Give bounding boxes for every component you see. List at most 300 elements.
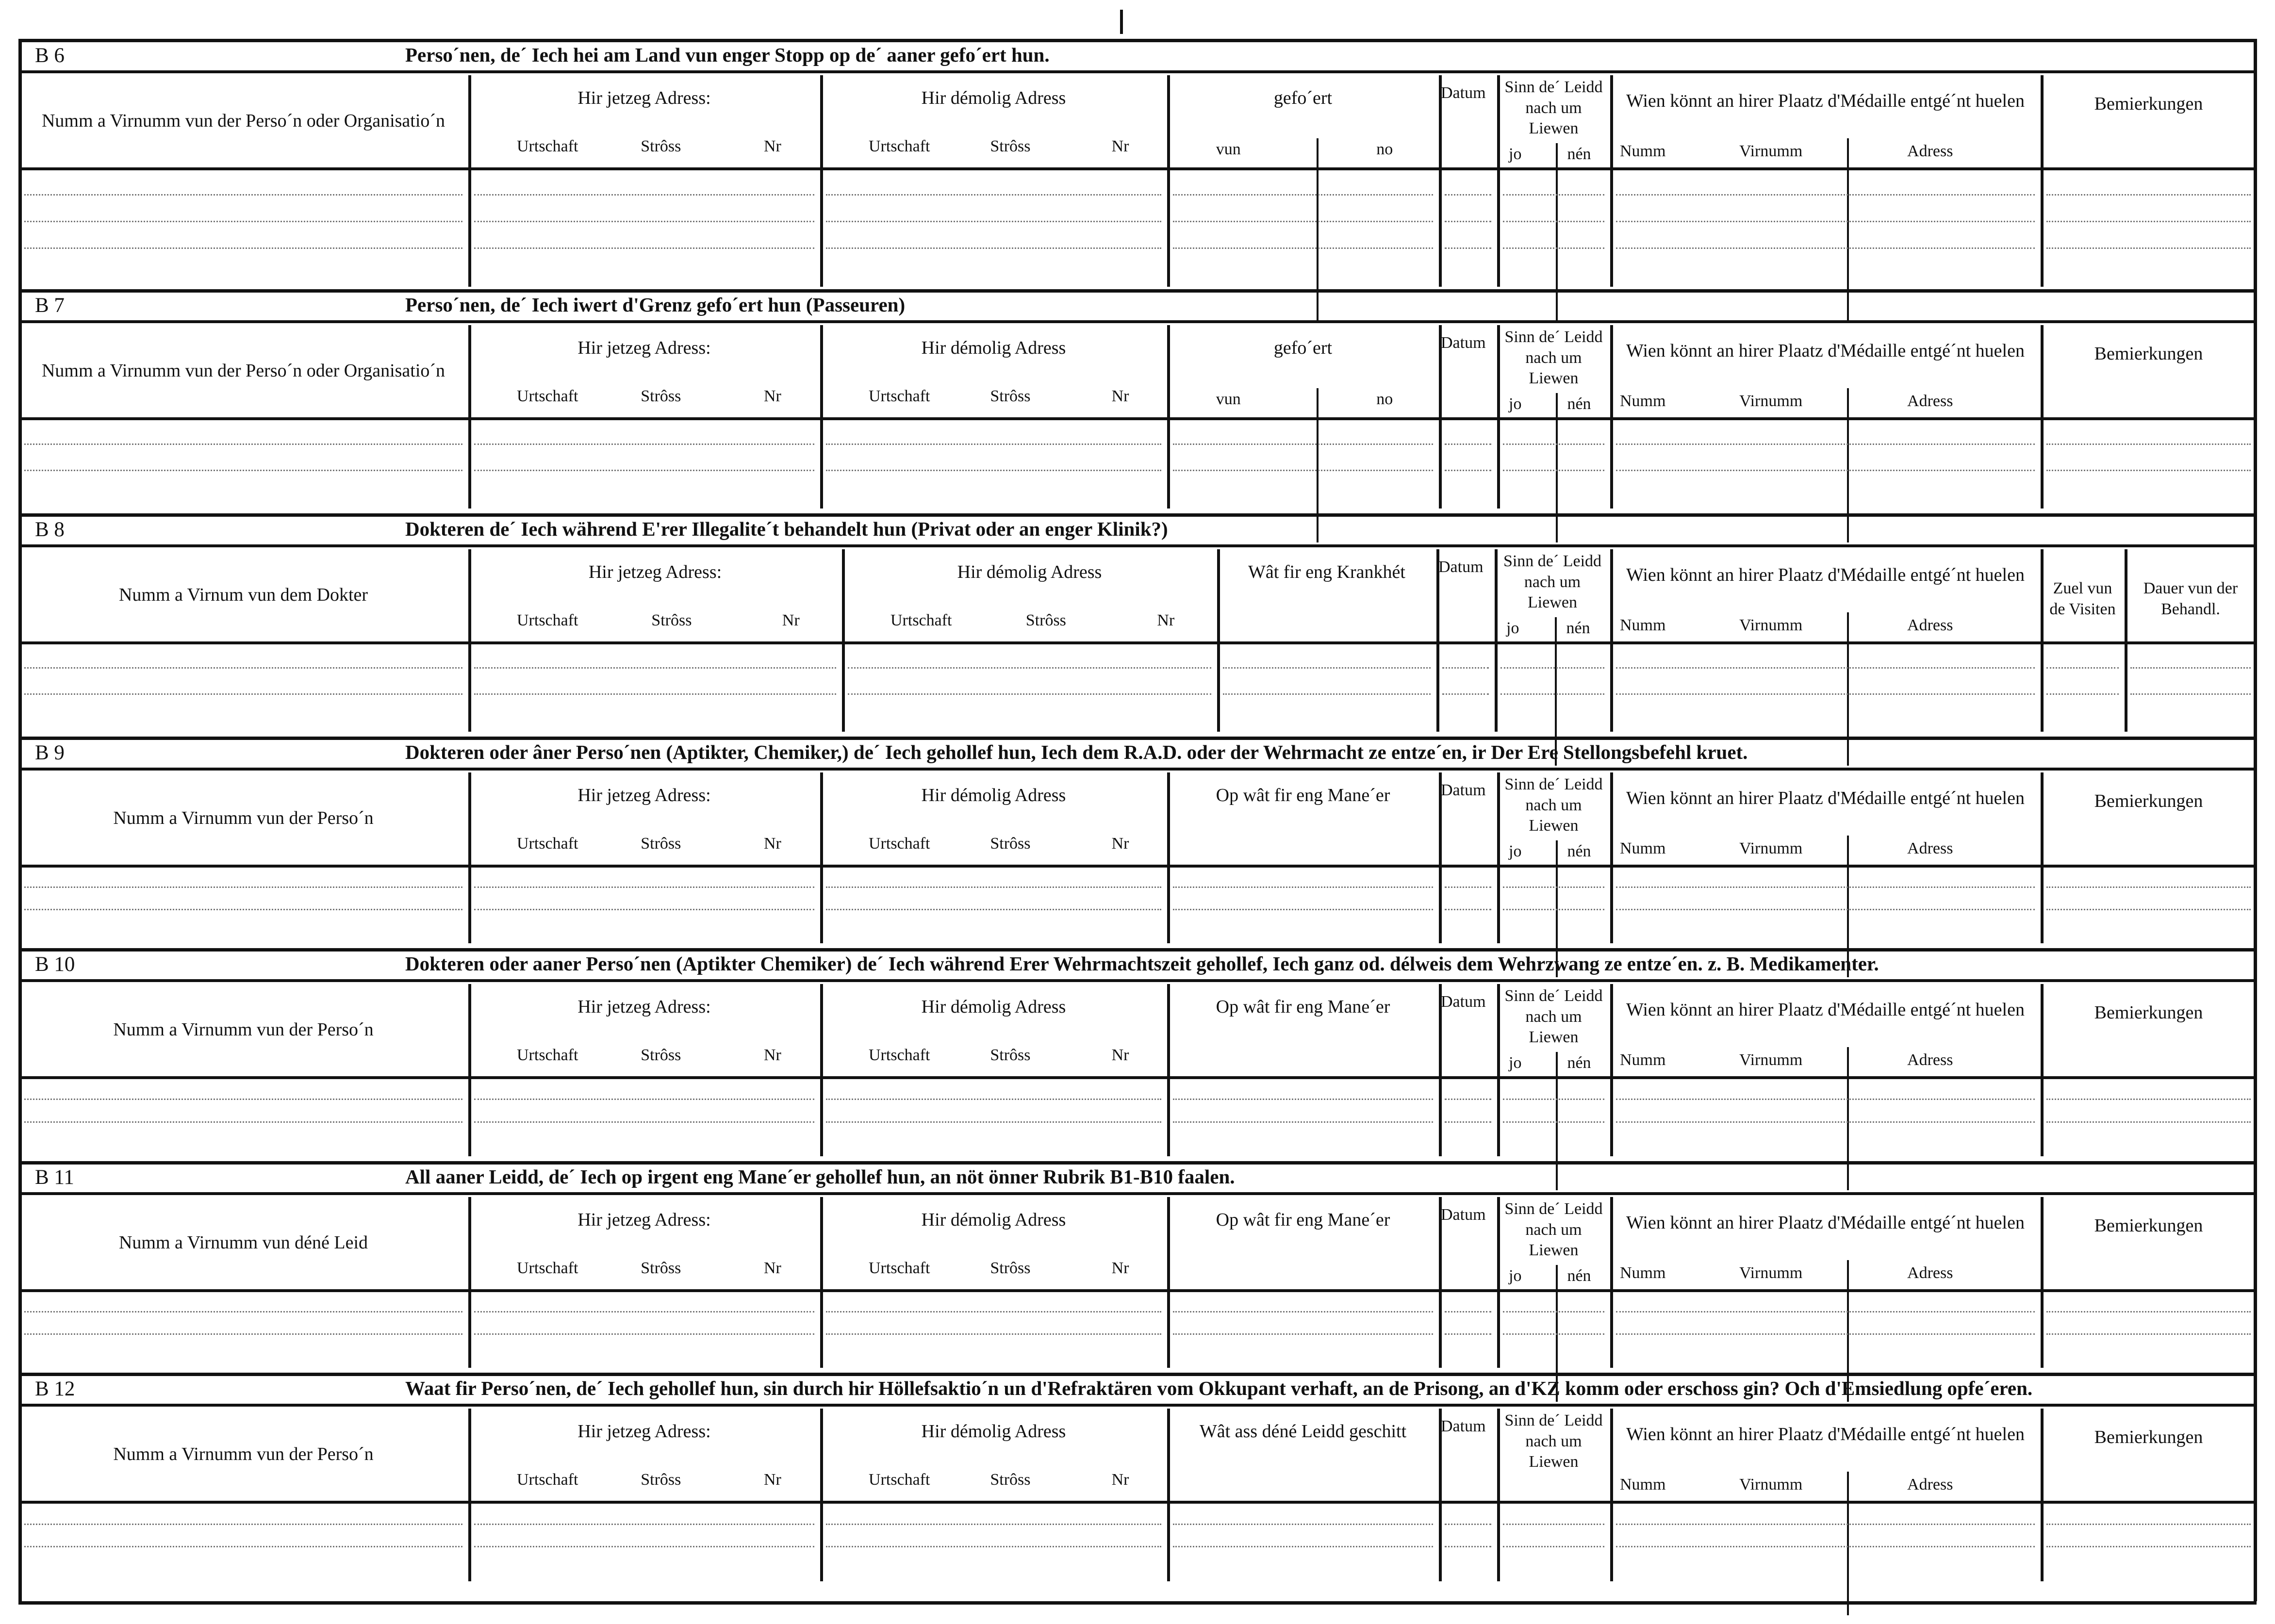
entry-line[interactable]	[1616, 1311, 2035, 1312]
number-subheader: Nr	[1111, 1046, 1129, 1064]
current-address-header: Hir jetzeg Adress:	[577, 997, 711, 1017]
column-rule	[1439, 75, 1442, 287]
entry-line[interactable]	[826, 1524, 1161, 1525]
recipient-address-subheader: Adress	[1907, 1476, 1953, 1493]
entry-line[interactable]	[1173, 470, 1433, 471]
entry-line[interactable]	[1445, 886, 1491, 888]
entry-line[interactable]	[474, 693, 836, 695]
name-column-header: Numm a Virnumm vun der Perso´n oder Organisatio´n	[41, 111, 445, 131]
entry-line[interactable]	[1616, 1333, 2035, 1335]
column-rule	[468, 1409, 471, 1581]
recipient-firstname-subheader: Virnumm	[1739, 1051, 1803, 1069]
entry-line[interactable]	[24, 667, 462, 669]
to-subheader: no	[1376, 390, 1393, 408]
recipient-split-rule	[1847, 1047, 1849, 1190]
entry-line[interactable]	[1503, 1121, 1604, 1123]
date-column-header: Datum	[1441, 1206, 1486, 1224]
street-subheader: Strôss	[641, 1046, 681, 1064]
name-column-header: Numm a Virnumm vun déné Leid	[118, 1232, 368, 1253]
column-rule	[2041, 1409, 2044, 1581]
number-subheader: Nr	[1111, 387, 1129, 405]
recipient-firstname-subheader: Virnumm	[1739, 1476, 1803, 1493]
entry-line[interactable]	[474, 247, 814, 249]
from-subheader: vun	[1216, 140, 1241, 158]
entry-line[interactable]	[474, 1546, 814, 1547]
section-code: B 8	[35, 518, 65, 541]
entry-line[interactable]	[1616, 443, 2035, 445]
entry-line[interactable]	[1616, 693, 2035, 695]
entry-line[interactable]	[2130, 693, 2251, 695]
street-subheader: Strôss	[651, 611, 692, 629]
entry-line[interactable]	[1503, 443, 1604, 445]
street-subheader: Strôss	[990, 387, 1031, 405]
column-rule	[2041, 325, 2044, 509]
street-subheader: Strôss	[990, 1046, 1031, 1064]
detail-column-header: gefo´ert	[1273, 88, 1333, 108]
remarks-column-header: Bemierkungen	[2094, 1427, 2203, 1447]
column-rule	[820, 75, 823, 287]
entry-line[interactable]	[474, 1311, 814, 1312]
recipient-address-subheader: Adress	[1907, 839, 1953, 857]
recipient-name-subheader: Numm	[1620, 142, 1666, 160]
entry-line[interactable]	[1503, 1099, 1604, 1100]
current-address-header: Hir jetzeg Adress:	[577, 785, 711, 805]
no-subheader: nén	[1567, 842, 1591, 860]
entry-line[interactable]	[1445, 247, 1491, 249]
entry-line[interactable]	[474, 443, 814, 445]
entry-line[interactable]	[826, 909, 1161, 910]
column-rule	[468, 75, 471, 287]
entry-line[interactable]	[1616, 886, 2035, 888]
entry-line[interactable]	[1445, 1311, 1491, 1312]
entry-line[interactable]	[474, 1524, 814, 1525]
no-subheader: nén	[1567, 1267, 1591, 1285]
column-rule	[820, 1409, 823, 1581]
column-rule	[1610, 1197, 1613, 1368]
detail-column-header: Wât fir eng Krankhét	[1248, 562, 1405, 582]
town-subheader: Urtschaft	[869, 387, 930, 405]
section-divider	[18, 948, 2257, 951]
column-rule	[468, 772, 471, 943]
number-subheader: Nr	[782, 611, 800, 629]
entry-line[interactable]	[24, 886, 462, 888]
entry-line[interactable]	[2046, 194, 2251, 196]
section-title-rule	[18, 979, 2257, 982]
entry-line[interactable]	[826, 470, 1161, 471]
entry-line[interactable]	[826, 1546, 1161, 1547]
recipient-address-subheader: Adress	[1907, 616, 1953, 634]
entry-line[interactable]	[2046, 667, 2119, 669]
entry-line[interactable]	[1445, 1524, 1491, 1525]
entry-line[interactable]	[1445, 221, 1491, 222]
entry-line[interactable]	[2046, 1333, 2251, 1335]
alive-column-header: Sinn de´ Leidd nach um Liewen	[1504, 1200, 1603, 1259]
section-code: B 12	[35, 1378, 75, 1400]
date-column-header: Datum	[1441, 334, 1486, 352]
from-subheader: vun	[1216, 390, 1241, 408]
recipient-split-rule	[1847, 138, 1849, 321]
entry-line[interactable]	[1503, 1311, 1604, 1312]
entry-line[interactable]	[2046, 1099, 2251, 1100]
column-rule	[1610, 772, 1613, 943]
section-code: B 7	[35, 294, 65, 317]
column-rule	[820, 772, 823, 943]
frame-top	[18, 39, 2257, 42]
treatment-duration-header: Dauer vun der Behandl.	[2143, 579, 2238, 618]
number-subheader: Nr	[1111, 1259, 1129, 1277]
medal-recipient-header: Wien könnt an hirer Plaatz d'Médaille entgé´nt huelen	[1626, 1424, 2025, 1444]
town-subheader: Urtschaft	[517, 137, 578, 155]
alive-column-header: Sinn de´ Leidd nach um Liewen	[1503, 552, 1602, 611]
date-column-header: Datum	[1441, 1417, 1486, 1435]
recipient-address-subheader: Adress	[1907, 1051, 1953, 1069]
entry-line[interactable]	[1173, 886, 1433, 888]
alive-column-header: Sinn de´ Leidd nach um Liewen	[1504, 775, 1603, 835]
medal-recipient-header: Wien könnt an hirer Plaatz d'Médaille entgé´nt huelen	[1626, 91, 2025, 111]
former-address-header: Hir démolig Adress	[921, 338, 1066, 358]
section-code: B 11	[35, 1166, 74, 1189]
column-rule	[1610, 549, 1613, 732]
column-rule	[468, 1197, 471, 1368]
entry-line[interactable]	[24, 909, 462, 910]
current-address-header: Hir jetzeg Adress:	[577, 338, 711, 358]
entry-line[interactable]	[24, 443, 462, 445]
entry-line[interactable]	[1503, 221, 1604, 222]
column-rule	[820, 1197, 823, 1368]
no-subheader: nén	[1567, 1054, 1591, 1072]
yes-subheader: jo	[1509, 1267, 1522, 1285]
town-subheader: Urtschaft	[869, 1471, 930, 1489]
entry-line[interactable]	[848, 693, 1211, 695]
entry-line[interactable]	[24, 470, 462, 471]
number-subheader: Nr	[764, 137, 781, 155]
entry-line[interactable]	[1173, 1546, 1433, 1547]
entry-line[interactable]	[24, 1333, 462, 1335]
entry-line[interactable]	[1173, 1099, 1433, 1100]
column-rule	[1610, 325, 1613, 509]
street-subheader: Strôss	[1025, 611, 1066, 629]
column-rule	[1167, 1409, 1170, 1581]
entry-line[interactable]	[2130, 667, 2251, 669]
yes-subheader: jo	[1509, 145, 1522, 163]
entry-line[interactable]	[1223, 667, 1431, 669]
entry-line[interactable]	[1442, 693, 1489, 695]
remarks-column-header: Bemierkungen	[2094, 1215, 2203, 1236]
entry-line[interactable]	[1616, 1099, 2035, 1100]
section-title-rule	[18, 1192, 2257, 1195]
entry-line[interactable]	[1445, 194, 1491, 196]
entry-line[interactable]	[1616, 909, 2035, 910]
section-divider	[18, 1161, 2257, 1165]
street-subheader: Strôss	[641, 137, 681, 155]
entry-line[interactable]	[24, 194, 462, 196]
column-rule	[1610, 75, 1613, 287]
former-address-header: Hir démolig Adress	[921, 88, 1066, 108]
name-column-header: Numm a Virnum vun dem Dokter	[118, 585, 368, 605]
entry-line[interactable]	[826, 443, 1161, 445]
town-subheader: Urtschaft	[517, 611, 578, 629]
entry-line[interactable]	[2046, 470, 2251, 471]
header-rule	[18, 1289, 2257, 1292]
entry-line[interactable]	[24, 221, 462, 222]
detail-column-header: Op wât fir eng Mane´er	[1216, 1210, 1390, 1230]
number-subheader: Nr	[1111, 137, 1129, 155]
recipient-firstname-subheader: Virnumm	[1739, 392, 1803, 410]
section-title: Perso´nen, de´ Iech iwert d'Grenz gefo´ert hun (Passeuren)	[405, 294, 906, 316]
medal-recipient-header: Wien könnt an hirer Plaatz d'Médaille entgé´nt huelen	[1626, 565, 2025, 585]
entry-line[interactable]	[474, 1333, 814, 1335]
entry-line[interactable]	[24, 1524, 462, 1525]
entry-line[interactable]	[826, 221, 1161, 222]
entry-line[interactable]	[2046, 443, 2251, 445]
entry-line[interactable]	[24, 693, 462, 695]
date-column-header: Datum	[1441, 84, 1486, 102]
section-title: Perso´nen, de´ Iech hei am Land vun enger Stopp op de´ aaner gefo´ert hun.	[405, 44, 1050, 66]
former-address-header: Hir démolig Adress	[921, 1421, 1066, 1442]
column-rule	[468, 549, 471, 732]
section-code: B 9	[35, 741, 65, 764]
detail-column-header: Op wât fir eng Mane´er	[1216, 785, 1390, 805]
section-title: Waat fir Perso´nen, de´ Iech gehollef hun, sin durch hir Höllefsaktio´n un d'Refraktären vom Okkupant verhaft, an de Prisong, an d'KZ komm oder erschoss gin? Och d'Emsiedlung opfe´eren.	[405, 1377, 2033, 1399]
binding-mark	[1120, 10, 1123, 34]
detail-split-rule	[1317, 388, 1319, 542]
entry-line[interactable]	[2046, 693, 2119, 695]
column-rule	[2125, 549, 2127, 732]
recipient-address-subheader: Adress	[1907, 142, 1953, 160]
recipient-split-rule	[1847, 388, 1849, 542]
header-rule	[18, 865, 2257, 868]
entry-line[interactable]	[1223, 693, 1431, 695]
name-column-header: Numm a Virnumm vun der Perso´n oder Organisatio´n	[41, 361, 445, 381]
number-subheader: Nr	[1111, 1471, 1129, 1489]
remarks-column-header: Bemierkungen	[2094, 94, 2203, 114]
recipient-firstname-subheader: Virnumm	[1739, 142, 1803, 160]
date-column-header: Datum	[1438, 558, 1484, 576]
column-rule	[2041, 984, 2044, 1156]
entry-line[interactable]	[826, 1099, 1161, 1100]
section-code: B 6	[35, 44, 65, 67]
town-subheader: Urtschaft	[869, 1046, 930, 1064]
name-column-header: Numm a Virnumm vun der Perso´n	[113, 808, 374, 828]
current-address-header: Hir jetzeg Adress:	[577, 1210, 711, 1230]
entry-line[interactable]	[1503, 194, 1604, 196]
section-title: All aaner Leidd, de´ Iech op irgent eng Mane´er gehollef hun, an nöt önner Rubrik B1-B10 faalen.	[405, 1165, 1235, 1188]
remarks-column-header: Bemierkungen	[2094, 344, 2203, 364]
entry-line[interactable]	[2046, 221, 2251, 222]
section-title: Dokteren de´ Iech während E'rer Illegalite´t behandelt hun (Privat oder an enger Klinik?)	[405, 518, 1168, 540]
entry-line[interactable]	[2046, 247, 2251, 249]
entry-line[interactable]	[1445, 1121, 1491, 1123]
entry-line[interactable]	[826, 1121, 1161, 1123]
remarks-column-header: Bemierkungen	[2094, 1002, 2203, 1023]
recipient-address-subheader: Adress	[1907, 1264, 1953, 1282]
entry-line[interactable]	[1616, 1524, 2035, 1525]
yes-subheader: jo	[1509, 842, 1522, 860]
entry-line[interactable]	[1616, 194, 2035, 196]
alive-column-header: Sinn de´ Leidd nach um Liewen	[1504, 78, 1603, 137]
column-rule	[2041, 1197, 2044, 1368]
entry-line[interactable]	[1616, 1121, 2035, 1123]
entry-line[interactable]	[474, 667, 836, 669]
entry-line[interactable]	[24, 1099, 462, 1100]
entry-line[interactable]	[1173, 1311, 1433, 1312]
entry-line[interactable]	[474, 194, 814, 196]
yes-subheader: jo	[1509, 1054, 1522, 1072]
medal-recipient-header: Wien könnt an hirer Plaatz d'Médaille entgé´nt huelen	[1626, 1213, 2025, 1233]
header-rule	[18, 641, 2257, 644]
recipient-name-subheader: Numm	[1620, 839, 1666, 857]
number-subheader: Nr	[764, 835, 781, 853]
no-subheader: nén	[1567, 395, 1591, 413]
section-divider	[18, 1373, 2257, 1376]
entry-line[interactable]	[1173, 221, 1433, 222]
entry-line[interactable]	[1503, 470, 1604, 471]
entry-line[interactable]	[826, 1333, 1161, 1335]
recipient-address-subheader: Adress	[1907, 392, 1953, 410]
entry-line[interactable]	[1503, 247, 1604, 249]
entry-line[interactable]	[474, 1099, 814, 1100]
entry-line[interactable]	[1445, 909, 1491, 910]
town-subheader: Urtschaft	[869, 1259, 930, 1277]
column-rule	[1167, 1197, 1170, 1368]
to-subheader: no	[1376, 140, 1393, 158]
entry-line[interactable]	[1616, 1546, 2035, 1547]
current-address-header: Hir jetzeg Adress:	[588, 562, 722, 582]
former-address-header: Hir démolig Adress	[921, 785, 1066, 805]
street-subheader: Strôss	[641, 387, 681, 405]
entry-line[interactable]	[2046, 886, 2251, 888]
entry-line[interactable]	[2046, 1121, 2251, 1123]
detail-column-header: Wât ass déné Leidd geschitt	[1199, 1421, 1407, 1442]
section-title-rule	[18, 70, 2257, 73]
current-address-header: Hir jetzeg Adress:	[577, 1421, 711, 1442]
entry-line[interactable]	[1442, 667, 1489, 669]
entry-line[interactable]	[1503, 909, 1604, 910]
recipient-firstname-subheader: Virnumm	[1739, 839, 1803, 857]
entry-line[interactable]	[1500, 693, 1604, 695]
entry-line[interactable]	[1173, 194, 1433, 196]
entry-line[interactable]	[1445, 470, 1491, 471]
remarks-column-header: Bemierkungen	[2094, 791, 2203, 811]
street-subheader: Strôss	[990, 1471, 1031, 1489]
entry-line[interactable]	[474, 221, 814, 222]
column-rule	[1436, 549, 1439, 732]
number-subheader: Nr	[1111, 835, 1129, 853]
column-rule	[2041, 549, 2044, 732]
entry-line[interactable]	[474, 1121, 814, 1123]
number-subheader: Nr	[764, 1259, 781, 1277]
entry-line[interactable]	[1445, 1333, 1491, 1335]
entry-line[interactable]	[1173, 1121, 1433, 1123]
entry-line[interactable]	[1500, 667, 1604, 669]
header-rule	[18, 1501, 2257, 1504]
town-subheader: Urtschaft	[869, 137, 930, 155]
recipient-name-subheader: Numm	[1620, 1051, 1666, 1069]
entry-line[interactable]	[2046, 909, 2251, 910]
medal-recipient-header: Wien könnt an hirer Plaatz d'Médaille entgé´nt huelen	[1626, 1000, 2025, 1020]
former-address-header: Hir démolig Adress	[921, 1210, 1066, 1230]
entry-line[interactable]	[474, 886, 814, 888]
entry-line[interactable]	[1503, 1333, 1604, 1335]
entry-line[interactable]	[826, 886, 1161, 888]
section-title-rule	[18, 1404, 2257, 1407]
entry-line[interactable]	[826, 194, 1161, 196]
section-divider	[18, 289, 2257, 293]
entry-line[interactable]	[1445, 443, 1491, 445]
yes-subheader: jo	[1509, 395, 1522, 413]
street-subheader: Strôss	[990, 1259, 1031, 1277]
entry-line[interactable]	[1445, 1546, 1491, 1547]
entry-line[interactable]	[1616, 667, 2035, 669]
entry-line[interactable]	[1616, 221, 2035, 222]
column-rule	[820, 325, 823, 509]
detail-column-header: gefo´ert	[1273, 338, 1333, 358]
entry-line[interactable]	[2046, 1546, 2251, 1547]
number-subheader: Nr	[1157, 611, 1175, 629]
header-rule	[18, 417, 2257, 420]
entry-line[interactable]	[848, 667, 1211, 669]
entry-line[interactable]	[1445, 1099, 1491, 1100]
section-title-rule	[18, 544, 2257, 547]
entry-line[interactable]	[1173, 1524, 1433, 1525]
entry-line[interactable]	[1616, 247, 2035, 249]
entry-line[interactable]	[2046, 1524, 2251, 1525]
entry-line[interactable]	[1173, 909, 1433, 910]
column-rule	[2041, 75, 2044, 287]
entry-line[interactable]	[1173, 443, 1433, 445]
entry-line[interactable]	[474, 470, 814, 471]
entry-line[interactable]	[1173, 1333, 1433, 1335]
detail-column-header: Op wât fir eng Mane´er	[1216, 997, 1390, 1017]
section-title: Dokteren oder âner Perso´nen (Aptikter, Chemiker,) de´ Iech gehollef hun, Iech dem R.A.D. oder der Wehrmacht ze entze´en, ir Der Ere Stellongsbefehl kruet.	[405, 741, 1748, 763]
street-subheader: Strôss	[990, 137, 1031, 155]
entry-line[interactable]	[826, 1311, 1161, 1312]
entry-line[interactable]	[474, 909, 814, 910]
entry-line[interactable]	[1173, 247, 1433, 249]
frame-right	[2254, 39, 2257, 1601]
section-code: B 10	[35, 953, 75, 976]
medal-recipient-header: Wien könnt an hirer Plaatz d'Médaille entgé´nt huelen	[1626, 341, 2025, 361]
entry-line[interactable]	[24, 1121, 462, 1123]
date-column-header: Datum	[1441, 781, 1486, 799]
entry-line[interactable]	[1503, 1524, 1604, 1525]
recipient-name-subheader: Numm	[1620, 1264, 1666, 1282]
entry-line[interactable]	[826, 247, 1161, 249]
town-subheader: Urtschaft	[517, 835, 578, 853]
visits-column-header: Zuel vun de Visiten	[2049, 579, 2116, 618]
number-subheader: Nr	[764, 1046, 781, 1064]
town-subheader: Urtschaft	[517, 1046, 578, 1064]
entry-line[interactable]	[24, 247, 462, 249]
entry-line[interactable]	[1616, 470, 2035, 471]
recipient-firstname-subheader: Virnumm	[1739, 616, 1803, 634]
entry-line[interactable]	[24, 1311, 462, 1312]
recipient-name-subheader: Numm	[1620, 616, 1666, 634]
entry-line[interactable]	[24, 1546, 462, 1547]
section-title: Dokteren oder aaner Perso´nen (Aptikter Chemiker) de´ Iech während Erer Wehrmachtszeit gehollef, Iech ganz od. délweis dem Wehrzwang ze entze´en. z. B. Medikamenter.	[405, 952, 1879, 975]
column-rule	[1610, 984, 1613, 1156]
town-subheader: Urtschaft	[517, 387, 578, 405]
entry-line[interactable]	[2046, 1311, 2251, 1312]
town-subheader: Urtschaft	[517, 1259, 578, 1277]
column-rule	[1167, 772, 1170, 943]
alive-column-header: Sinn de´ Leidd nach um Liewen	[1504, 328, 1603, 387]
entry-line[interactable]	[1503, 1546, 1604, 1547]
section-divider	[18, 513, 2257, 517]
column-rule	[1610, 1409, 1613, 1581]
column-rule	[2041, 772, 2044, 943]
entry-line[interactable]	[1503, 886, 1604, 888]
